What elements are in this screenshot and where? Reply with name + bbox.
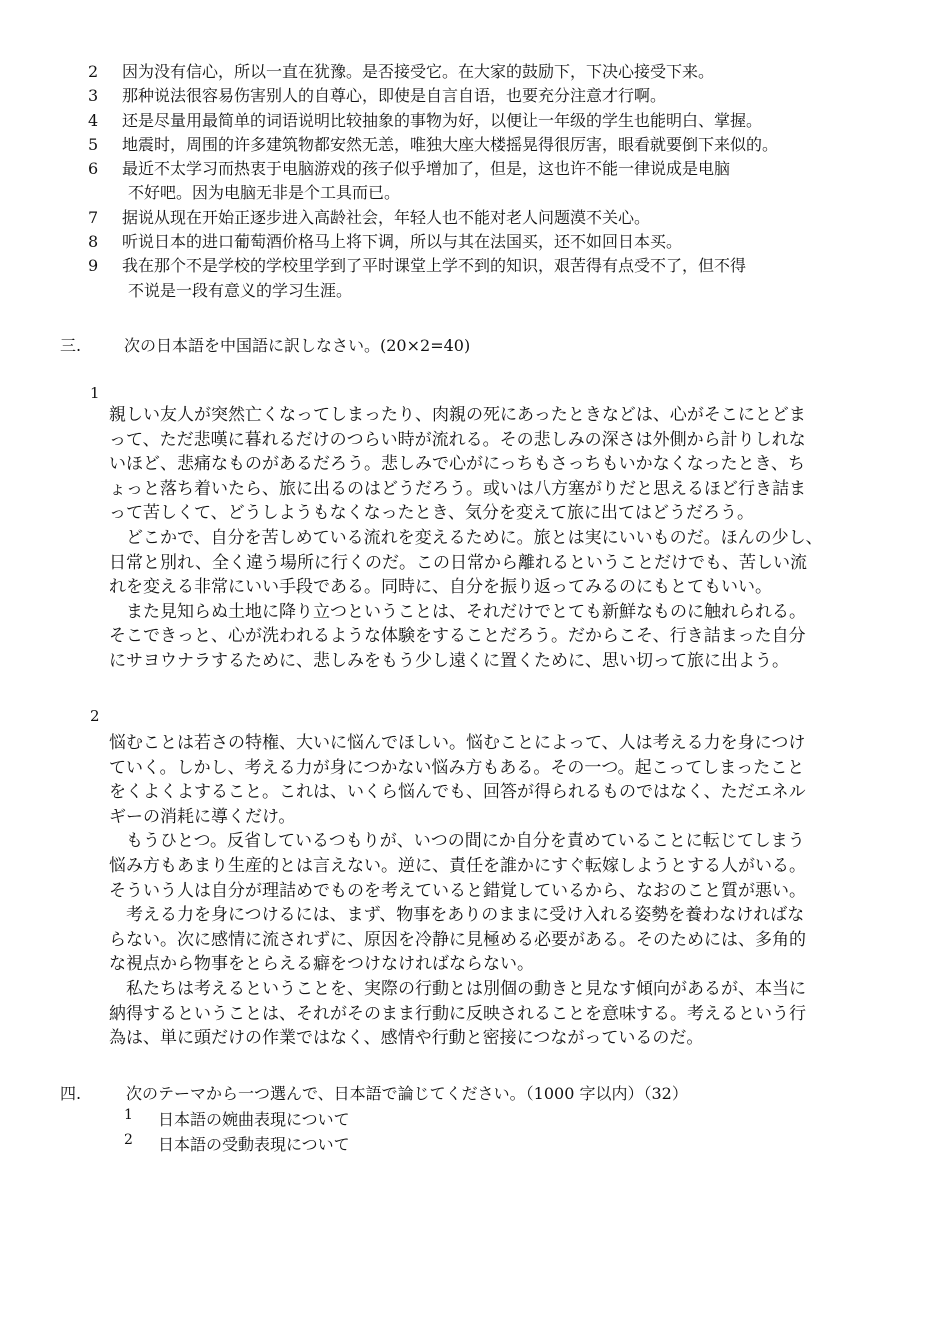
passage-line: 親しい友人が突然亡くなってしまったり、肉親の死にあったときなどは、心がそこにとどま xyxy=(109,405,806,425)
passage-line: 日常と別れ、全く違う場所に行くのだ。この日常から離れるということだけでも、苦しい流 xyxy=(109,552,808,573)
passage-line: どこかで、自分を苦しめている流れを変えるために。旅とは実にいいものだ。ほんの少し、 xyxy=(109,527,823,548)
item-number: 4 xyxy=(88,110,99,130)
item-text: 那种说法很容易伤害别人的自尊心，即使是自言自语，也要充分注意才行啊。 xyxy=(122,86,667,106)
passage-line: ょっと落ち着いたら、旅に出るのはどうだろう。或いは八方塞がりだと思えるほど行き詰ま xyxy=(109,478,806,499)
section2-list xyxy=(88,60,908,303)
passage-number: 2 xyxy=(90,707,100,725)
section-instruction: 次のテーマから一つ選んで、日本語で論じてください。（1000 字以内）（32） xyxy=(126,1084,688,1103)
item-text: 因为没有信心，所以一直在犹豫。是否接受它。在大家的鼓励下，下决心接受下来。 xyxy=(122,62,715,81)
section-number: 三. xyxy=(60,336,82,355)
passage-line: もうひとつ。反省しているつもりが、いつの間にか自分を責めていることに転じてしまう xyxy=(109,831,805,852)
list-item xyxy=(88,206,908,230)
passage-line: そういう人は自分が理詰めでものを考えていると錯覚しているから、なおのこと質が悪い。 xyxy=(109,880,806,901)
item-text: 地震时，周围的许多建筑物都安然无恙，唯独大座大楼摇晃得很厉害，眼看就要倒下来似的。 xyxy=(122,134,779,154)
item-text: 听说日本的进口葡萄酒价格马上将下调，所以与其在法国买，还不如回日本买。 xyxy=(122,232,683,252)
option-number: 2 xyxy=(124,1132,133,1148)
item-number: 8 xyxy=(88,232,99,252)
item-number: 3 xyxy=(88,86,99,106)
passage-line: ていく。しかし、考える力が身につかない悩み方もある。その一つ。起こってしまったこと xyxy=(109,757,805,778)
passage-line: また見知らぬ土地に降り立つということは、それだけでとても新鮮なものに触れられる。 xyxy=(109,601,806,622)
passage-line: な視点から物事をとらえる癖をつけなければならない。 xyxy=(109,954,534,975)
section-instruction: 次の日本語を中国語に訳しなさい。(20×2=40) xyxy=(124,336,471,355)
passage-2 xyxy=(109,731,899,1051)
item-number: 6 xyxy=(88,159,99,179)
passage-line: って苦しくて、どうしようもなくなったとき、気分を変えて旅に出てはどうだろう。 xyxy=(109,503,754,524)
passage-line: をくよくよすること。これは、いくら悩んでも、回答が得られるものではなく、ただエネル xyxy=(109,782,806,803)
list-item xyxy=(88,157,908,206)
list-item xyxy=(88,254,908,303)
list-item xyxy=(88,230,908,254)
option-label: 日本語の受動表現について xyxy=(158,1135,350,1154)
list-item xyxy=(88,84,908,108)
item-number: 2 xyxy=(88,62,99,81)
passage-line: れを変える非常にいい手段である。同時に、自分を振り返ってみるのにもとてもいい。 xyxy=(109,577,772,598)
item-number: 5 xyxy=(88,134,99,154)
passage-line: 悩み方もあまり生産的とは言えない。逆に、責任を誰かにすぐ転嫁しようとする人がいる。 xyxy=(109,855,806,876)
item-number: 9 xyxy=(88,256,99,276)
item-text: 还是尽量用最简单的词语说明比较抽象的事物为好，以便让一年级的学生也能明白、掌握。 xyxy=(122,110,763,130)
passage-line: いほど、悲痛なものがあるだろう。悲しみで心がにっちもさっちもいかなくなったとき、ち xyxy=(109,454,805,475)
list-item xyxy=(88,109,908,133)
passage-1 xyxy=(109,403,899,674)
list-item xyxy=(88,60,908,84)
item-text: 最近不太学习而热衷于电脑游戏的孩子似乎增加了，但是，这也许不能一律说成是电脑 xyxy=(122,159,731,179)
passage-line: にサヨウナラするために、悲しみをもう少し遠くに置くために、思い切って旅に出よう。 xyxy=(109,650,789,671)
section-number: 四. xyxy=(60,1084,82,1103)
passage-line: 考える力を身につけるには、まず、物事をありのままに受け入れる姿勢を養わなければな xyxy=(109,905,805,926)
passage-number: 1 xyxy=(90,384,100,402)
list-item xyxy=(88,133,908,157)
item-text: 我在那个不是学校的学校里学到了平时课堂上学不到的知识，艰苦得有点受不了，但不得 xyxy=(122,256,747,276)
passage-line: 為は、単に頭だけの作業ではなく、感情や行動と密接につながっているのだ。 xyxy=(109,1028,704,1049)
item-number: 7 xyxy=(88,207,99,227)
option-label: 日本語の婉曲表現について xyxy=(158,1110,350,1129)
passage-line: らない。次に感情に流されずに、原因を冷静に見極める必要がある。そのためには、多角的 xyxy=(109,929,806,950)
item-text-continued: 不说是一段有意义的学习生涯。 xyxy=(128,280,353,300)
item-text-continued: 不好吧。因为电脑无非是个工具而已。 xyxy=(128,183,401,203)
passage-line: って、ただ悲嘆に暮れるだけのつらい時が流れる。その悲しみの深さは外側から計りしれな xyxy=(109,429,806,450)
passage-line: 悩むことは若さの特権、大いに悩んでほしい。悩むことによって、人は考える力を身につけ xyxy=(109,733,806,753)
passage-line: 私たちは考えるということを、実際の行動とは別個の動きと見なす傾向があるが、本当に xyxy=(109,978,806,999)
passage-line: ギーの消耗に導くだけ。 xyxy=(109,806,296,827)
option-number: 1 xyxy=(124,1107,133,1123)
passage-line: 納得するということは、それがそのまま行動に反映されることを意味する。考えるという行 xyxy=(109,1003,806,1024)
passage-line: そこできっと、心が洗われるような体験をすることだろう。だからこそ、行き詰まった自分 xyxy=(109,626,806,647)
item-text: 据说从现在开始正逐步进入高龄社会，年轻人也不能对老人问题漠不关心。 xyxy=(122,207,651,227)
